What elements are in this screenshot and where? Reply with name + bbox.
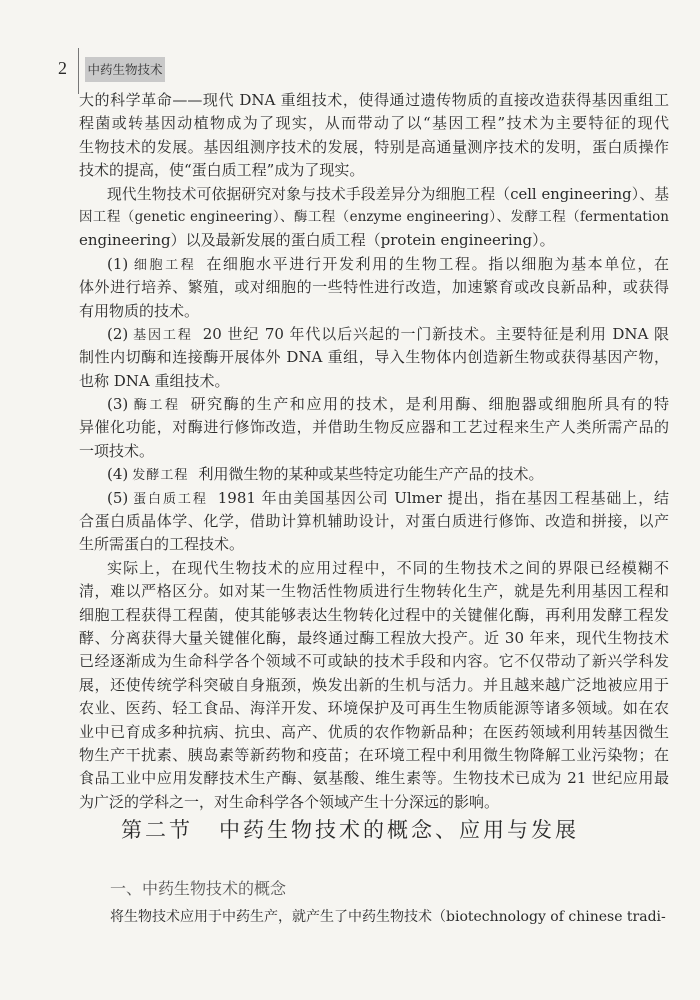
line-text: 生所需蛋白的工程技术。 (79, 535, 245, 554)
line-text: 大的科学革命——现代 DNA 重组技术，使得通过遗传物质的直接改造获得基因重组工 (79, 91, 669, 109)
text-line (79, 323, 669, 346)
text-line (79, 721, 669, 744)
item-term: 细胞工程 (132, 257, 197, 273)
line-text: 1981 年由美国基因公司 Ulmer 提出，指在基因工程基础上，结 (217, 488, 669, 507)
line-text: 在细胞水平进行开发利用的生物工程。指以细胞为基本单位，在 (206, 254, 669, 273)
line-text: engineering）以及最新发展的蛋白质工程（protein engineering）。 (79, 231, 555, 250)
text-line (79, 89, 669, 112)
line-text: 制性内切酶和连接酶开展体外 DNA 重组，导入生物体内创造新生物或获得基因产物， (79, 348, 669, 367)
line-text: 生物技术的发展。基因组测序技术的发展，特别是高通量测序技术的发明，蛋白质操作 (79, 137, 669, 156)
item-number: (4) (107, 465, 129, 484)
section-title: 中药生物技术的概念、应用与发展 (219, 818, 579, 842)
text-line (79, 229, 669, 252)
line-text: 酵、分离获得大量关键催化酶，最终通过酶工程放大投产。近 30 年来，现代生物技术 (79, 628, 669, 647)
item-number: (5) (107, 488, 129, 507)
line-text: 实际上，在现代生物技术的应用过程中，不同的生物技术之间的界限已经模糊不 (107, 558, 669, 577)
text-line (79, 580, 669, 603)
text-line (79, 487, 669, 510)
line-text: 为广泛的学科之一，对生命科学各个领域产生十分深远的影响。 (79, 792, 500, 811)
text-line (79, 533, 669, 556)
item-term: 基因工程 (132, 327, 193, 343)
text-line (79, 159, 669, 182)
text-line (79, 674, 669, 697)
item-term: 酶工程 (132, 398, 181, 414)
running-title: 中药生物技术 (85, 57, 165, 82)
line-text: 清，难以严格区分。如对某一生物活性物质进行生物转化生产，就是先利用基因工程和 (79, 582, 669, 601)
section-number: 第二节 (121, 818, 193, 842)
text-line (79, 416, 669, 439)
line-text: 已经逐渐成为生命科学各个领域不可或缺的技术手段和内容。它不仅带动了新兴学科发 (79, 652, 669, 671)
text-line (79, 346, 669, 369)
line-text: 现代生物技术可依据研究对象与技术手段差异分为细胞工程（cell engineering）、基 (107, 185, 669, 203)
line-text: 一项技术。 (79, 441, 155, 460)
text-line (79, 604, 669, 627)
line-text: 技术的提高，使“蛋白质工程”成为了现实。 (79, 161, 365, 180)
line-text: 物生产干扰素、胰岛素等新药物和疫苗；在环境工程中利用微生物降解工业污染物；在 (79, 745, 669, 764)
page-number: 2 (58, 58, 67, 78)
text-line (79, 253, 669, 276)
text-line (79, 767, 669, 790)
text-line (79, 370, 669, 393)
item-number: (1) (107, 254, 129, 273)
text-line (79, 440, 669, 463)
text-line (79, 112, 669, 135)
line-text: 也称 DNA 重组技术。 (79, 371, 230, 390)
section-heading (0, 814, 700, 844)
line-text: 食品工业中应用发酵技术生产酶、氨基酸、维生素等。生物技术已成为 21 世纪应用最 (79, 769, 669, 788)
line-text: 体外进行培养、繁殖，或对细胞的一些特性进行改造，加速繁育或改良新品种，或获得 (79, 278, 669, 297)
line-text: 因工程（genetic engineering）、酶工程（enzyme engineering）、发酵工程（fermentation (79, 208, 669, 225)
item-number: (3) (107, 395, 129, 414)
text-line (79, 463, 669, 486)
text-line (79, 300, 669, 323)
line-text: 展，还使传统学科突破自身瓶颈，焕发出新的生机与活力。并且越来越广泛地被应用于 (79, 675, 669, 694)
text-line (79, 136, 669, 159)
line-text: 细胞工程获得工程菌，使其能够表达生物转化过程中的关键催化酶，再利用发酵工程发 (79, 605, 669, 624)
text-line (79, 697, 669, 720)
line-text: 研究酶的生产和应用的技术，是利用酶、细胞器或细胞所具有的特 (190, 395, 669, 414)
line-text: 有用物质的技术。 (79, 301, 200, 320)
text-line: 将生物技术应用于中药生产，就产生了中药生物技术（biotechnology of chinese tradi- (110, 909, 666, 925)
text-line (79, 557, 669, 580)
text-line (79, 276, 669, 299)
header-divider (78, 48, 79, 94)
line-text: 合蛋白质晶体学、化学，借助计算机辅助设计，对蛋白质进行修饰、改造和拼接，以产 (79, 512, 669, 531)
item-term: 蛋白质工程 (132, 491, 208, 507)
text-line (79, 206, 669, 229)
line-text: 异催化功能，对酶进行修饰改造，并借助生物反应器和工艺过程来生产人类所需产品的 (79, 418, 669, 437)
item-number: (2) (107, 324, 129, 343)
text-line (79, 650, 669, 673)
text-line (79, 627, 669, 650)
text-line (79, 393, 669, 416)
item-term: 发酵工程 (132, 468, 189, 484)
body-text (79, 89, 669, 814)
paragraph-text (110, 906, 668, 929)
line-text: 20 世纪 70 年代以后兴起的一门新技术。主要特征是利用 DNA 限 (202, 324, 669, 343)
text-line (79, 183, 669, 206)
text-line (79, 744, 669, 767)
line-text: 农业、医药、轻工食品、海洋开发、环境保护及可再生生物质能源等诸多领域。如在农 (79, 699, 669, 718)
line-text: 业中已育成多种抗病、抗虫、高产、优质的农作物新品种；在医药领域利用转基因微生 (79, 722, 669, 741)
line-text: 利用微生物的某种或某些特定功能生产产品的技术。 (198, 465, 544, 484)
subsection-heading: 一、中药生物技术的概念 (110, 879, 287, 898)
text-line (79, 791, 669, 814)
line-text: 程菌或转基因动植物成为了现实，从而带动了以“基因工程”技术为主要特征的现代 (79, 114, 669, 133)
text-line (79, 510, 669, 533)
